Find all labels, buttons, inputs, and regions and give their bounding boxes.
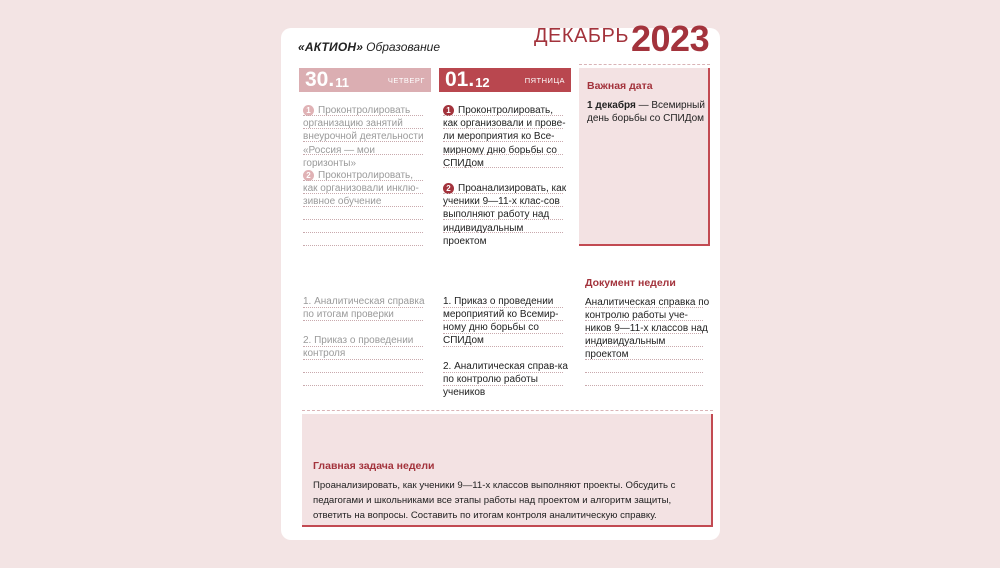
task-text: Проконтролировать, как организовали и прове-ли мероприятия ко Все-мирному дню борьбы со СПИДом bbox=[443, 105, 566, 169]
ruled-line bbox=[303, 245, 423, 246]
ruled-line bbox=[443, 346, 563, 347]
ruled-line bbox=[443, 128, 563, 129]
document-text: Аналитическая справка по контролю работы уче-ников 9—11-х классов над индивидуальным проектом bbox=[585, 297, 710, 360]
important-date-panel bbox=[579, 68, 710, 246]
day1-task-1 bbox=[303, 104, 428, 170]
day2-task-1 bbox=[443, 104, 568, 170]
important-date-desc: — Всемирный день борьбы со СПИДом bbox=[587, 100, 705, 125]
ruled-line bbox=[303, 385, 423, 386]
task-text: Проконтролировать, как организовали инклю-зивное обучение bbox=[303, 170, 419, 208]
day2-header bbox=[439, 68, 571, 92]
ruled-line bbox=[303, 128, 423, 129]
ruled-line bbox=[443, 115, 563, 116]
task-number-badge: 1 bbox=[443, 105, 454, 116]
brand-subtitle: Образование bbox=[366, 40, 441, 54]
important-date-day: 1 декабря bbox=[587, 100, 636, 111]
ruled-line bbox=[303, 141, 423, 142]
brand-logo bbox=[298, 40, 440, 54]
weekly-goal-title: Главная задача недели bbox=[313, 460, 435, 472]
ruled-line bbox=[443, 385, 563, 386]
document-title: Документ недели bbox=[585, 277, 676, 289]
day1-weekday: ЧЕТВЕРГ bbox=[387, 75, 425, 85]
ruled-line bbox=[303, 219, 423, 220]
day1-task-2 bbox=[303, 169, 428, 209]
ruled-line bbox=[303, 346, 423, 347]
day2-task-2 bbox=[443, 182, 568, 248]
brand-name: «АКТИОН» bbox=[298, 40, 364, 54]
ruled-line bbox=[303, 320, 423, 321]
day1-date-num: 30. bbox=[305, 68, 335, 91]
ruled-line bbox=[443, 333, 563, 334]
ruled-line bbox=[303, 372, 423, 373]
day1-date-mon: 11 bbox=[335, 74, 349, 90]
ruled-line bbox=[585, 307, 703, 308]
ruled-line bbox=[585, 385, 703, 386]
month-label: ДЕКАБРЬ bbox=[534, 25, 629, 47]
ruled-line bbox=[303, 180, 423, 181]
ruled-line bbox=[443, 167, 563, 168]
ruled-line bbox=[303, 206, 423, 207]
task-text: Проанализировать, как ученики 9—11-х клас-сов выполняют работу над индивидуальным проектом bbox=[443, 183, 567, 247]
ruled-line bbox=[585, 346, 703, 347]
day1-header bbox=[299, 68, 431, 92]
day2-weekday: ПЯТНИЦА bbox=[524, 75, 565, 85]
task-number-badge: 2 bbox=[443, 183, 454, 194]
year-label: 2023 bbox=[631, 18, 710, 59]
day2-date-mon: 12 bbox=[475, 74, 490, 90]
ruled-line bbox=[443, 232, 563, 233]
ruled-line bbox=[303, 232, 423, 233]
task-text: Проконтролировать организацию занятий внеурочной деятельности «Россия — мои горизонты» bbox=[303, 105, 424, 169]
day2-report-2: 2. Аналитическая справ-ка по контролю работы учеников bbox=[443, 361, 568, 398]
ruled-line bbox=[303, 154, 423, 155]
weekly-goal-text: Проанализировать, как ученики 9—11-х классов выполняют проекты. Обсудить с педагогами и школьниками все этапы работы над проектом и алгоритм защиты, ответить на вопросы. Составить по итогам контроля аналитическую справку. bbox=[313, 480, 676, 521]
ruled-line bbox=[443, 307, 563, 308]
ruled-line bbox=[585, 320, 703, 321]
ruled-line bbox=[303, 307, 423, 308]
important-date-title: Важная дата bbox=[587, 80, 653, 92]
task-number-badge: 2 bbox=[303, 170, 314, 181]
ruled-line bbox=[443, 141, 563, 142]
ruled-line bbox=[443, 372, 563, 373]
day1-report-1: 1. Аналитическая справка по итогам проверки bbox=[303, 296, 425, 320]
important-date-text bbox=[587, 99, 705, 125]
ruled-line bbox=[303, 359, 423, 360]
day2-report-1: 1. Приказ о проведении мероприятий ко Всемир-ному дню борьбы со СПИДом bbox=[443, 296, 559, 346]
ruled-line bbox=[443, 320, 563, 321]
ruled-line bbox=[443, 193, 563, 194]
ruled-line bbox=[585, 372, 703, 373]
day1-report-2: 2. Приказ о проведении контроля bbox=[303, 335, 414, 359]
task-number-badge: 1 bbox=[303, 105, 314, 116]
ruled-line bbox=[443, 206, 563, 207]
ruled-line bbox=[585, 333, 703, 334]
ruled-line bbox=[443, 154, 563, 155]
day2-date-num: 01. bbox=[445, 68, 475, 91]
ruled-line bbox=[443, 219, 563, 220]
ruled-line bbox=[585, 359, 703, 360]
ruled-line bbox=[303, 115, 423, 116]
ruled-line bbox=[303, 193, 423, 194]
